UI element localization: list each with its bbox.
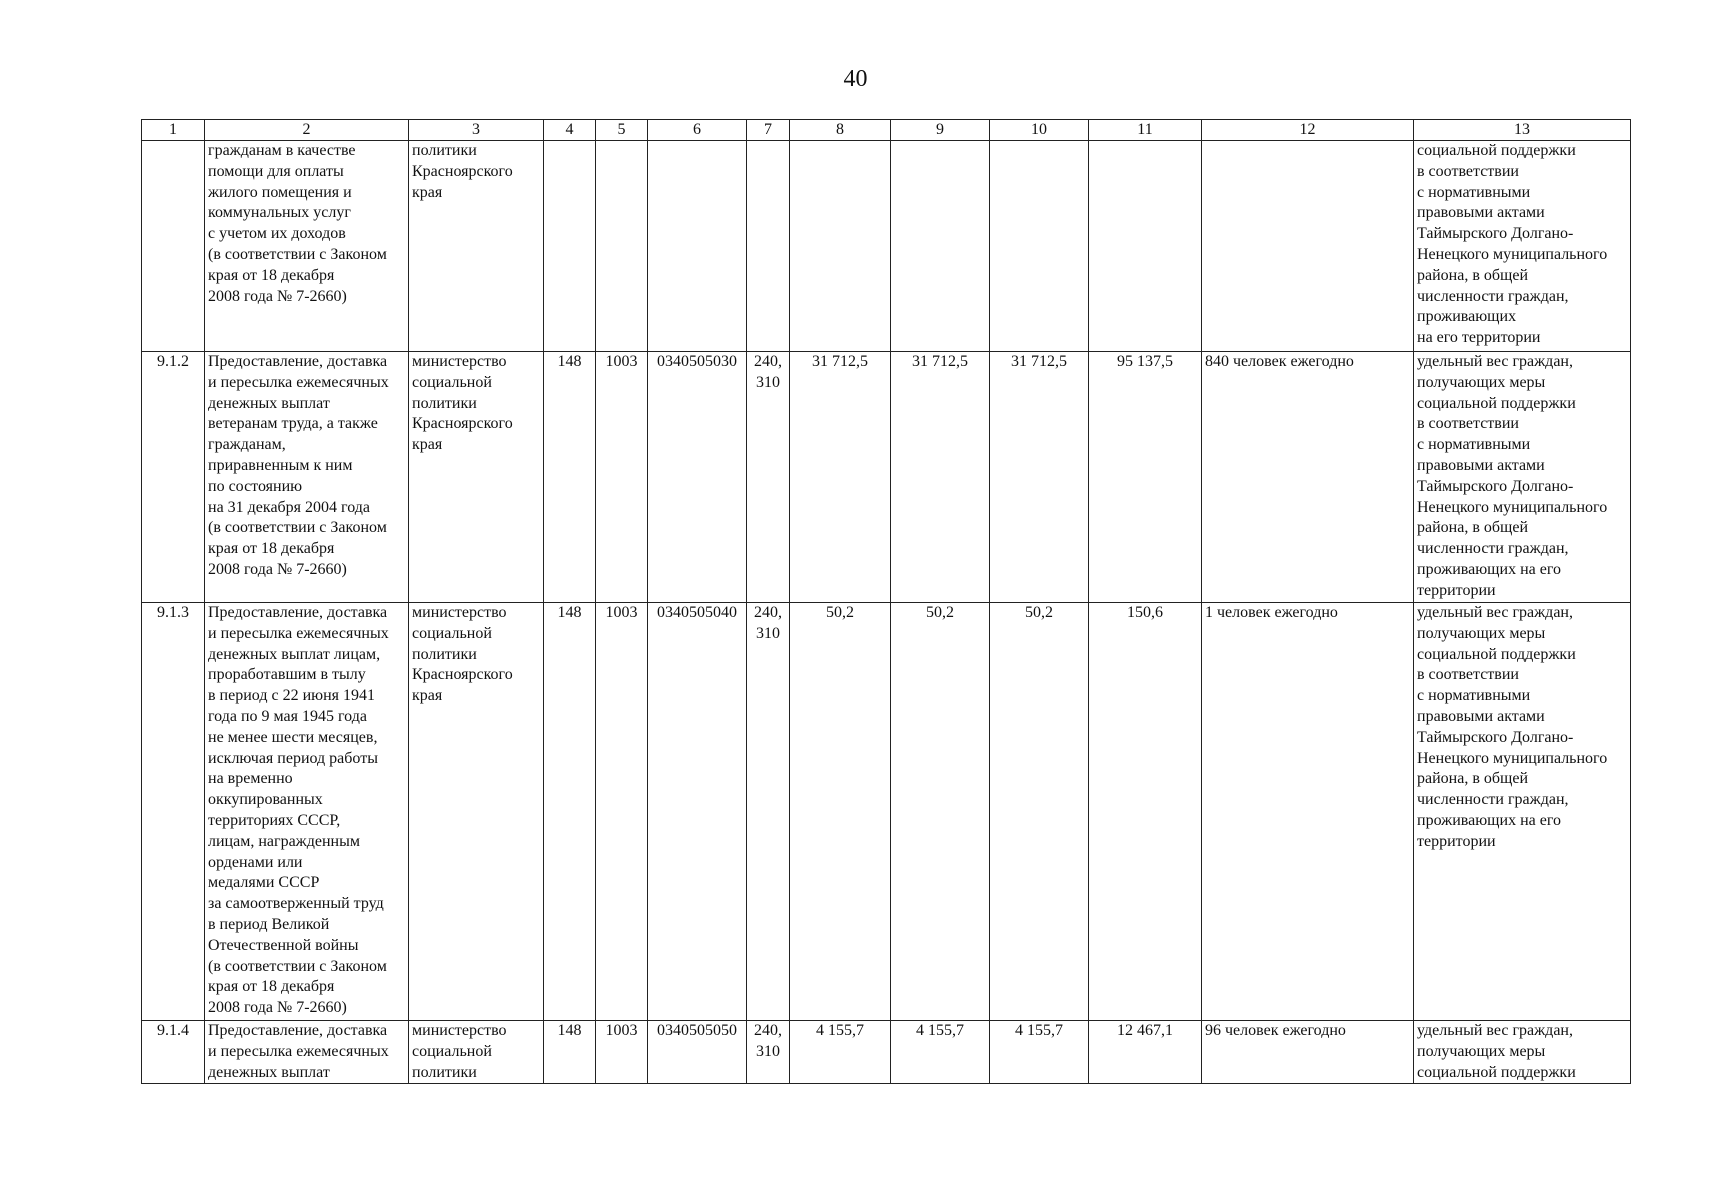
- column-header: 4: [544, 120, 596, 141]
- column-header: 9: [891, 120, 990, 141]
- measure-name: Предоставление, доставка и пересылка ежемесячных денежных выплат лицам, проработавшим в тылу в период с 22 июня 1941 года по 9 мая 1945 года не менее шести месяцев, исключая период работы на временно оккупированных территориях СССР, лицам, награжденным орденами или медалями СССР за самоотверженный труд в период Великой Отечественной войны (в соответствии с Законом края от 18 декабря 2008 года № 7-2660): [205, 603, 409, 1021]
- expected-result: [1202, 141, 1414, 352]
- table-row: [142, 1021, 1631, 1084]
- responsible-executor: министерство социальной политики: [409, 1021, 544, 1084]
- row-number: [142, 141, 205, 352]
- expected-result: 1 человек ежегодно: [1202, 603, 1414, 1021]
- amount-total: 95 137,5: [1089, 352, 1202, 603]
- column-header: 7: [747, 120, 790, 141]
- indicator: удельный вес граждан, получающих меры социальной поддержки в соответствии с нормативными правовыми актами Таймырского Долгано- Ненецкого муниципального района, в общей численности граждан, проживающих на его территории: [1414, 603, 1631, 1021]
- column-header: 11: [1089, 120, 1202, 141]
- column-header: 8: [790, 120, 891, 141]
- amount-year-1: 4 155,7: [790, 1021, 891, 1084]
- amount-total: [1089, 141, 1202, 352]
- expense-type-code: 240, 310: [747, 603, 790, 1021]
- amount-year-3: 4 155,7: [990, 1021, 1089, 1084]
- amount-year-3: 50,2: [990, 603, 1089, 1021]
- amount-year-2: 31 712,5: [891, 352, 990, 603]
- expected-result: 840 человек ежегодно: [1202, 352, 1414, 603]
- column-header: 10: [990, 120, 1089, 141]
- column-header: 1: [142, 120, 205, 141]
- column-header: 12: [1202, 120, 1414, 141]
- expense-type-code: [747, 141, 790, 352]
- section-code: [596, 141, 648, 352]
- amount-total: 12 467,1: [1089, 1021, 1202, 1084]
- grbs-code: [544, 141, 596, 352]
- column-header: 5: [596, 120, 648, 141]
- amount-year-1: 50,2: [790, 603, 891, 1021]
- amount-year-2: [891, 141, 990, 352]
- responsible-executor: министерство социальной политики Красноярского края: [409, 603, 544, 1021]
- table-row: [142, 603, 1631, 1021]
- amount-year-3: 31 712,5: [990, 352, 1089, 603]
- section-code: 1003: [596, 1021, 648, 1084]
- expense-type-code: 240, 310: [747, 1021, 790, 1084]
- section-code: 1003: [596, 352, 648, 603]
- target-article-code: 0340505040: [648, 603, 747, 1021]
- indicator: удельный вес граждан, получающих меры социальной поддержки: [1414, 1021, 1631, 1084]
- amount-total: 150,6: [1089, 603, 1202, 1021]
- measure-name: Предоставление, доставка и пересылка ежемесячных денежных выплат: [205, 1021, 409, 1084]
- grbs-code: 148: [544, 1021, 596, 1084]
- target-article-code: [648, 141, 747, 352]
- page-number: 40: [843, 66, 868, 92]
- column-header: 13: [1414, 120, 1631, 141]
- measure-name: Предоставление, доставка и пересылка ежемесячных денежных выплат ветеранам труда, а также гражданам, приравненным к ним по состоянию на 31 декабря 2004 года (в соответствии с Законом края от 18 декабря 2008 года № 7-2660): [205, 352, 409, 603]
- expected-result: 96 человек ежегодно: [1202, 1021, 1414, 1084]
- grbs-code: 148: [544, 352, 596, 603]
- section-code: 1003: [596, 603, 648, 1021]
- amount-year-2: 4 155,7: [891, 1021, 990, 1084]
- column-header: 3: [409, 120, 544, 141]
- amount-year-1: 31 712,5: [790, 352, 891, 603]
- target-article-code: 0340505050: [648, 1021, 747, 1084]
- row-number: 9.1.3: [142, 603, 205, 1021]
- column-header: 2: [205, 120, 409, 141]
- row-number: 9.1.2: [142, 352, 205, 603]
- grbs-code: 148: [544, 603, 596, 1021]
- column-header: 6: [648, 120, 747, 141]
- target-article-code: 0340505030: [648, 352, 747, 603]
- table-row: [142, 141, 1631, 352]
- expense-type-code: 240, 310: [747, 352, 790, 603]
- amount-year-1: [790, 141, 891, 352]
- indicator: удельный вес граждан, получающих меры социальной поддержки в соответствии с нормативными правовыми актами Таймырского Долгано- Ненецкого муниципального района, в общей численности граждан, проживающих на его территории: [1414, 352, 1631, 603]
- responsible-executor: министерство социальной политики Красноярского края: [409, 352, 544, 603]
- row-number: 9.1.4: [142, 1021, 205, 1084]
- amount-year-3: [990, 141, 1089, 352]
- table-row: [142, 352, 1631, 603]
- amount-year-2: 50,2: [891, 603, 990, 1021]
- responsible-executor: политики Красноярского края: [409, 141, 544, 352]
- program-table: [141, 119, 1631, 1084]
- indicator: социальной поддержки в соответствии с нормативными правовыми актами Таймырского Долгано- Ненецкого муниципального района, в общей численности граждан, проживающих на его территории: [1414, 141, 1631, 352]
- measure-name: гражданам в качестве помощи для оплаты жилого помещения и коммунальных услуг с учетом их доходов (в соответствии с Законом края от 18 декабря 2008 года № 7-2660): [205, 141, 409, 352]
- table-header-row: [142, 120, 1631, 141]
